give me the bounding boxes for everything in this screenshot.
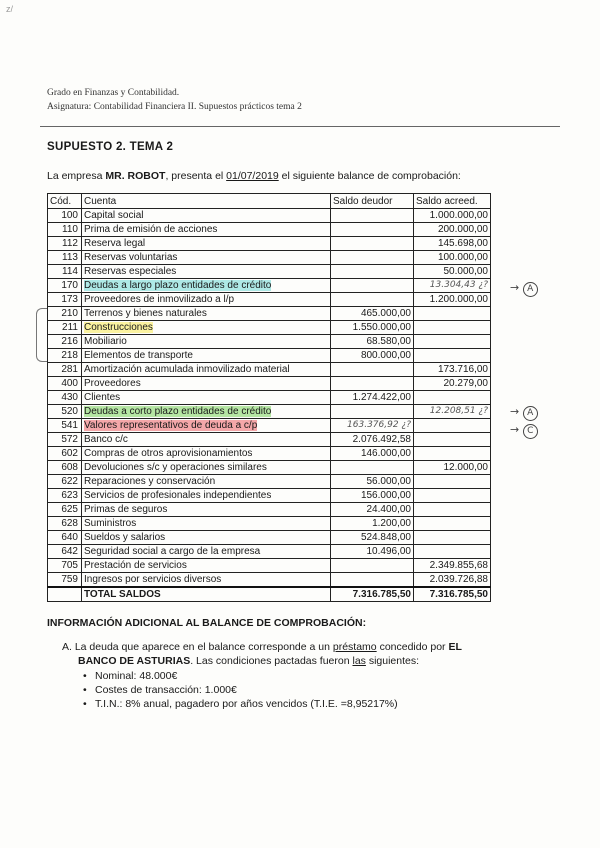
arrow-icon: → xyxy=(510,405,520,418)
debit-balance: 24.400,00 xyxy=(331,503,414,517)
total-debit: 7.316.785,50 xyxy=(331,587,414,602)
intro-text xyxy=(47,170,461,182)
account-code: 541 xyxy=(48,419,82,433)
intro-post: el siguiente balance de comprobación: xyxy=(278,170,461,182)
table-row xyxy=(48,293,491,307)
company-name: MR. ROBOT xyxy=(105,170,166,182)
account-code: 430 xyxy=(48,391,82,405)
margin-note-c xyxy=(510,423,538,439)
table-row xyxy=(48,517,491,531)
account-name: Mobiliario xyxy=(82,335,331,349)
account-name: Reservas especiales xyxy=(82,265,331,279)
credit-balance xyxy=(414,349,491,363)
account-name: Proveedores de inmovilizado a l/p xyxy=(82,293,331,307)
table-row xyxy=(48,391,491,405)
handwritten-credit-balance: 12.208,51 ¿? xyxy=(414,405,491,419)
table-row xyxy=(48,559,491,573)
credit-balance: 100.000,00 xyxy=(414,251,491,265)
info-bullet-tin: • T.I.N.: 8% anual, pagadero por años vencidos (T.I.E. =8,95217%) xyxy=(95,698,398,711)
account-code: 170 xyxy=(48,279,82,293)
debit-balance: 56.000,00 xyxy=(331,475,414,489)
account-name xyxy=(82,279,331,293)
account-name: Proveedores xyxy=(82,377,331,391)
table-row xyxy=(48,475,491,489)
header-debit: Saldo deudor xyxy=(331,194,414,209)
table-row xyxy=(48,405,491,419)
account-code: 602 xyxy=(48,447,82,461)
table-row xyxy=(48,433,491,447)
table-row xyxy=(48,251,491,265)
debit-balance xyxy=(331,237,414,251)
account-code: 642 xyxy=(48,545,82,559)
account-code: 110 xyxy=(48,223,82,237)
account-name: Reparaciones y conservación xyxy=(82,475,331,489)
handwritten-bracket xyxy=(36,308,47,362)
account-name: Reserva legal xyxy=(82,237,331,251)
account-name: Suministros xyxy=(82,517,331,531)
circled-a-icon: A xyxy=(523,282,538,297)
total-credit: 7.316.785,50 xyxy=(414,587,491,602)
account-code: 211 xyxy=(48,321,82,335)
table-row xyxy=(48,265,491,279)
credit-balance: 2.039.726,88 xyxy=(414,573,491,588)
credit-balance xyxy=(414,307,491,321)
account-code: 623 xyxy=(48,489,82,503)
info-title: INFORMACIÓN ADICIONAL AL BALANCE DE COMPROBACIÓN: xyxy=(47,617,367,629)
credit-balance xyxy=(414,335,491,349)
account-code: 218 xyxy=(48,349,82,363)
account-name xyxy=(82,419,331,433)
debit-balance xyxy=(331,461,414,475)
table-row xyxy=(48,321,491,335)
account-name: Compras de otros aprovisionamientos xyxy=(82,447,331,461)
info-bullet-costs: • Costes de transacción: 1.000€ xyxy=(95,684,237,697)
debit-balance xyxy=(331,573,414,588)
handwritten-credit-balance: 13.304,43 ¿? xyxy=(414,279,491,293)
intro-pre: La empresa xyxy=(47,170,106,182)
account-code: 216 xyxy=(48,335,82,349)
table-row xyxy=(48,279,491,293)
table-row xyxy=(48,377,491,391)
intro-date: 01/07/2019 xyxy=(226,170,279,182)
account-code: 112 xyxy=(48,237,82,251)
table-row xyxy=(48,419,491,433)
debit-balance: 1.200,00 xyxy=(331,517,414,531)
table-row xyxy=(48,307,491,321)
arrow-icon: → xyxy=(510,423,520,436)
credit-balance: 200.000,00 xyxy=(414,223,491,237)
total-label: TOTAL SALDOS xyxy=(82,587,331,602)
credit-balance xyxy=(414,391,491,405)
credit-balance: 20.279,00 xyxy=(414,377,491,391)
info-a-el: EL xyxy=(448,641,462,653)
table-header-row xyxy=(48,194,491,209)
credit-balance xyxy=(414,531,491,545)
account-name: Clientes xyxy=(82,391,331,405)
credit-balance: 1.000.000,00 xyxy=(414,209,491,223)
handwritten-debit-balance: 163.376,92 ¿? xyxy=(331,419,414,433)
account-code: 625 xyxy=(48,503,82,517)
page-title: SUPUESTO 2. TEMA 2 xyxy=(47,141,174,153)
account-code: 113 xyxy=(48,251,82,265)
info-a-post2: siguientes: xyxy=(365,655,420,667)
account-name: Prestación de servicios xyxy=(82,559,331,573)
info-a-bank: BANCO DE ASTURIAS xyxy=(78,655,191,667)
table-row xyxy=(48,223,491,237)
account-code: 622 xyxy=(48,475,82,489)
account-code: 400 xyxy=(48,377,82,391)
total-code xyxy=(48,587,82,602)
account-name: Elementos de transporte xyxy=(82,349,331,363)
debit-balance xyxy=(331,251,414,265)
account-code: 100 xyxy=(48,209,82,223)
table-row xyxy=(48,237,491,251)
header-code: Cód. xyxy=(48,194,82,209)
corner-mark: z/ xyxy=(6,4,14,14)
account-code: 281 xyxy=(48,363,82,377)
header-subject: Asignatura: Contabilidad Financiera II. Supuestos prácticos tema 2 xyxy=(47,102,302,112)
table-row xyxy=(48,461,491,475)
balance-table xyxy=(47,193,491,602)
table-row xyxy=(48,531,491,545)
arrow-icon: → xyxy=(510,281,520,294)
credit-balance: 173.716,00 xyxy=(414,363,491,377)
debit-balance: 2.076.492,58 xyxy=(331,433,414,447)
debit-balance: 68.580,00 xyxy=(331,335,414,349)
highlighted-account-name: Deudas a corto plazo entidades de crédito xyxy=(84,406,272,417)
table-row xyxy=(48,363,491,377)
account-code: 628 xyxy=(48,517,82,531)
account-name: Prima de emisión de acciones xyxy=(82,223,331,237)
highlighted-account-name: Construcciones xyxy=(84,322,153,333)
debit-balance: 1.274.422,00 xyxy=(331,391,414,405)
highlighted-account-name: Valores representativos de deuda a c/p xyxy=(84,420,258,431)
credit-balance xyxy=(414,475,491,489)
table-row xyxy=(48,447,491,461)
circled-c-icon: C xyxy=(523,424,538,439)
margin-note-a2 xyxy=(510,405,538,421)
debit-balance: 800.000,00 xyxy=(331,349,414,363)
account-name: Sueldos y salarios xyxy=(82,531,331,545)
header-divider xyxy=(40,126,560,127)
credit-balance xyxy=(414,517,491,531)
debit-balance xyxy=(331,559,414,573)
credit-balance: 12.000,00 xyxy=(414,461,491,475)
credit-balance xyxy=(414,489,491,503)
debit-balance xyxy=(331,293,414,307)
debit-balance xyxy=(331,209,414,223)
account-code: 114 xyxy=(48,265,82,279)
debit-balance: 465.000,00 xyxy=(331,307,414,321)
credit-balance: 2.349.855,68 xyxy=(414,559,491,573)
credit-balance xyxy=(414,447,491,461)
info-a-line1 xyxy=(62,641,462,654)
credit-balance xyxy=(414,503,491,517)
account-name: Reservas voluntarias xyxy=(82,251,331,265)
table-row xyxy=(48,335,491,349)
intro-mid: , presenta el xyxy=(165,170,227,182)
info-bullet-nominal: • Nominal: 48.000€ xyxy=(95,670,177,683)
credit-balance xyxy=(414,419,491,433)
credit-balance xyxy=(414,321,491,335)
debit-balance: 524.848,00 xyxy=(331,531,414,545)
credit-balance: 1.200.000,00 xyxy=(414,293,491,307)
credit-balance: 50.000,00 xyxy=(414,265,491,279)
credit-balance xyxy=(414,433,491,447)
info-a-pre2: . Las condiciones pactadas fueron xyxy=(190,655,353,667)
header-credit: Saldo acreed. xyxy=(414,194,491,209)
debit-balance: 156.000,00 xyxy=(331,489,414,503)
table-row xyxy=(48,503,491,517)
debit-balance xyxy=(331,223,414,237)
debit-balance: 1.550.000,00 xyxy=(331,321,414,335)
debit-balance: 10.496,00 xyxy=(331,545,414,559)
account-code: 210 xyxy=(48,307,82,321)
table-row xyxy=(48,209,491,223)
info-a-line2 xyxy=(78,655,419,668)
account-name: Seguridad social a cargo de la empresa xyxy=(82,545,331,559)
account-name: Amortización acumulada inmovilizado material xyxy=(82,363,331,377)
account-code: 640 xyxy=(48,531,82,545)
info-a-loan: préstamo xyxy=(332,641,377,653)
debit-balance xyxy=(331,405,414,419)
account-name: Terrenos y bienes naturales xyxy=(82,307,331,321)
account-name: Ingresos por servicios diversos xyxy=(82,573,331,588)
debit-balance xyxy=(331,377,414,391)
total-row xyxy=(48,587,491,602)
account-name: Primas de seguros xyxy=(82,503,331,517)
info-a-pre: A. La deuda que aparece en el balance corresponde a un xyxy=(62,641,333,653)
account-name: Banco c/c xyxy=(82,433,331,447)
table-row xyxy=(48,545,491,559)
debit-balance xyxy=(331,363,414,377)
circled-a-icon: A xyxy=(523,406,538,421)
account-code: 520 xyxy=(48,405,82,419)
account-code: 705 xyxy=(48,559,82,573)
header-degree: Grado en Finanzas y Contabilidad. xyxy=(47,88,180,98)
account-name xyxy=(82,405,331,419)
info-a-las: las xyxy=(352,655,366,667)
account-code: 572 xyxy=(48,433,82,447)
info-a-mid: concedido por xyxy=(376,641,449,653)
table-row xyxy=(48,349,491,363)
table-row xyxy=(48,573,491,588)
highlighted-account-name: Deudas a largo plazo entidades de crédito xyxy=(84,280,272,291)
credit-balance: 145.698,00 xyxy=(414,237,491,251)
account-name: Capital social xyxy=(82,209,331,223)
table-row xyxy=(48,489,491,503)
debit-balance: 146.000,00 xyxy=(331,447,414,461)
margin-note-a1 xyxy=(510,281,538,297)
account-name xyxy=(82,321,331,335)
debit-balance xyxy=(331,265,414,279)
account-code: 608 xyxy=(48,461,82,475)
account-name: Devoluciones s/c y operaciones similares xyxy=(82,461,331,475)
debit-balance xyxy=(331,279,414,293)
header-account: Cuenta xyxy=(82,194,331,209)
credit-balance xyxy=(414,545,491,559)
account-name: Servicios de profesionales independientes xyxy=(82,489,331,503)
account-code: 173 xyxy=(48,293,82,307)
account-code: 759 xyxy=(48,573,82,588)
